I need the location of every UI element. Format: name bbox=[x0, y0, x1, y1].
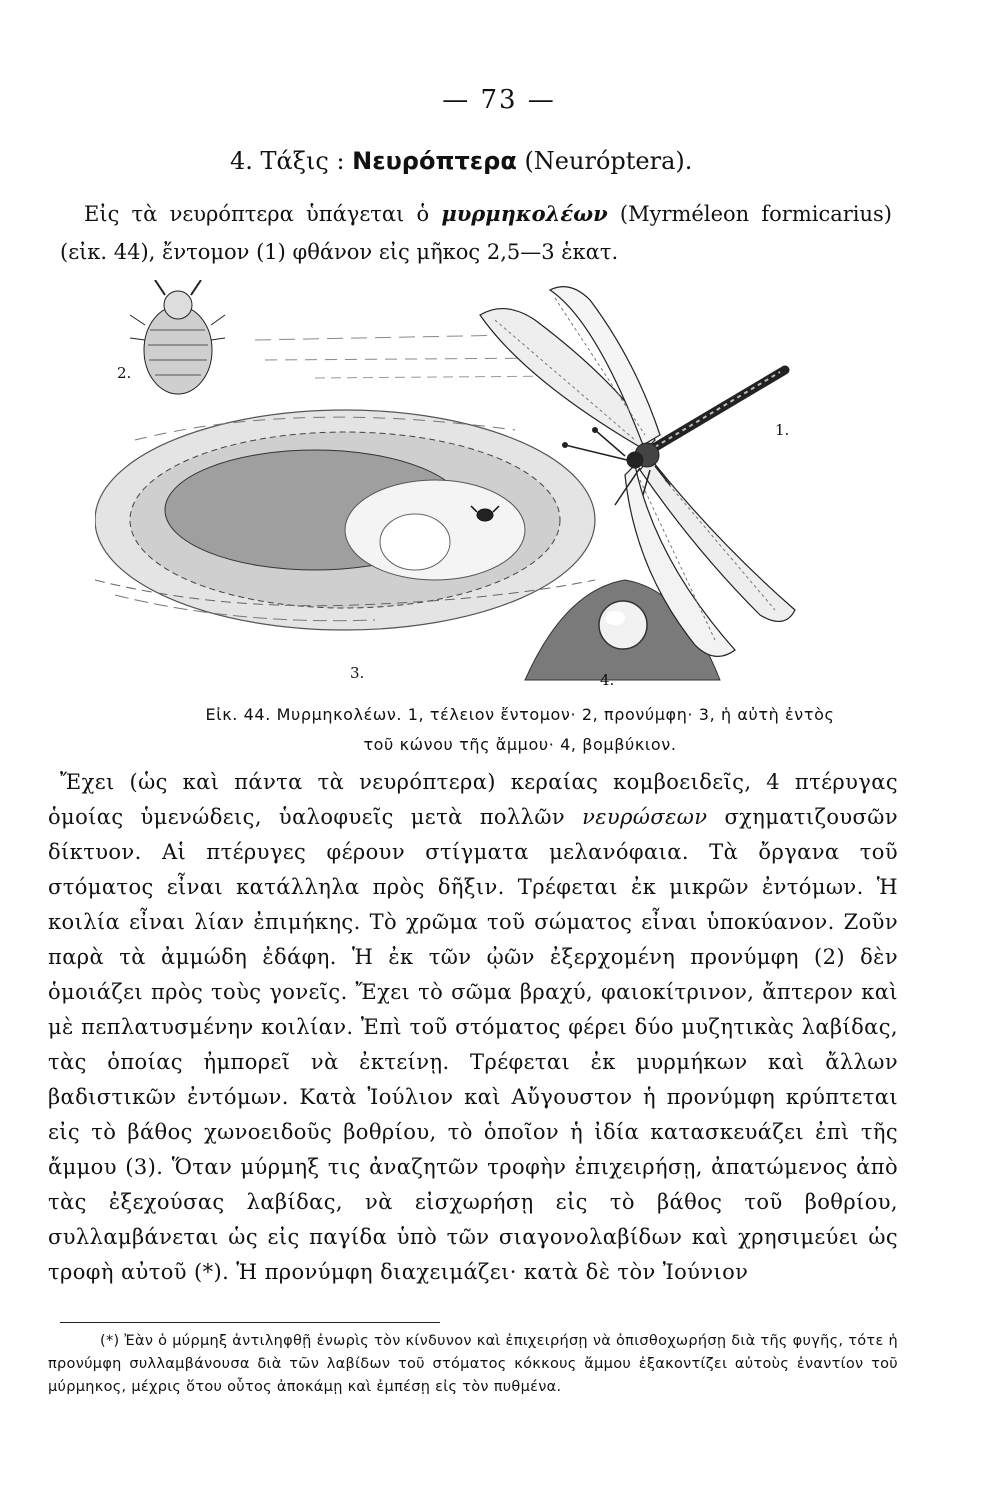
intro-part2: (Myrméleon formicarius) (εἰκ. 44), ἔντομον (1) φθάνον εἰς μῆκος 2,5—3 ἑκατ. bbox=[60, 202, 892, 264]
figure-label-3: 3. bbox=[350, 664, 365, 682]
section-heading bbox=[230, 147, 692, 175]
caption-line-1: Εἰκ. 44. Μυρμηκολέων. 1, τέλειον ἔντομον· 2, προνύμφη· 3, ἡ αὐτὴ ἐντὸς bbox=[205, 705, 835, 724]
intro-text bbox=[60, 195, 892, 271]
footnote-divider bbox=[60, 1322, 440, 1323]
heading-prefix: 4. Τάξις : bbox=[230, 147, 353, 175]
heading-greek-name: Νευρόπτερα bbox=[352, 147, 517, 175]
intro-part1: Εἰς τὰ νευρόπτερα ὑπάγεται ὁ bbox=[84, 202, 442, 226]
body-sentence-1: Ἔχει (ὡς καὶ πάντα τὰ νευρόπτερα) κεραίας κομβοειδεῖς, 4 πτέρυγας ὁμοίας ὑμενώδεις, ὑαλοφυεῖς μετὰ πολλῶν bbox=[48, 770, 898, 829]
figure-label-4: 4. bbox=[600, 671, 615, 689]
body-italic-term: νευρώσεων bbox=[582, 805, 708, 829]
figure-label-1: 1. bbox=[775, 421, 790, 439]
caption-line-2: τοῦ κώνου τῆς ἄμμου· 4, βομβύκιον. bbox=[363, 735, 677, 754]
intro-paragraph bbox=[60, 195, 892, 271]
footnote bbox=[48, 1330, 898, 1399]
antlion-figure bbox=[95, 280, 815, 690]
antlion-illustration bbox=[95, 280, 815, 690]
body-sentence-2: σχηματιζουσῶν δίκτυον. Αἱ πτέρυγες φέρουν στίγματα μελανόφαια. Τὰ ὄργανα τοῦ στόματος εἶναι κατάλληλα πρὸς δῆξιν. Τρέφεται ἐκ μικρῶν ἐντόμων. Ἡ κοιλία εἶναι λίαν ἐπιμήκης. Τὸ χρῶμα τοῦ σώματος εἶναι ὑποκύανον. Ζοῦν παρὰ τὰ ἀμμώδη ἐδάφη. Ἡ ἐκ τῶν ᾠῶν ἐξερχομένη προνύμφη (2) δὲν ὁμοιάζει πρὸς τοὺς γονεῖς. Ἔχει τὸ σῶμα βραχύ, φαιοκίτρινον, ἄπτερον καὶ μὲ πεπλατυσμένην κοιλίαν. Ἐπὶ τοῦ στόματος φέρει δύο μυζητικὰς λαβίδας, τὰς ὁποίας ἠμπορεῖ νὰ ἐκτείνῃ. Τρέφεται ἐκ μυρμήκων καὶ ἄλλων βαδιστικῶν ἐντόμων. Κατὰ Ἰούλιον καὶ Αὔγουστον ἡ προνύμφη κρύπτεται εἰς τὸ βάθος χωνοειδοῦς βοθρίου, τὸ ὁποῖον ἡ ἰδία κατασκευάζει ἐπὶ τῆς ἄμμου (3). Ὅταν μύρμηξ τις ἀναζητῶν τροφὴν ἐπιχειρήσῃ, ἀπατώμενος ἀπὸ τὰς ἐξεχούσας λαβίδας, νὰ εἰσχωρήσῃ εἰς τὸ βάθος τοῦ βοθρίου, συλλαμβάνεται ὡς εἰς παγίδα ὑπὸ τῶν σιαγονολαβίδων καὶ χρησιμεύει ὡς τροφὴ αὐτοῦ (*). Ἡ προνύμφη διαχειμάζει· κατὰ δὲ τὸν Ἰούνιον bbox=[48, 805, 898, 1284]
footnote-text: (*) Ἐὰν ὁ μύρμηξ ἀντιληφθῇ ἐνωρὶς τὸν κίνδυνον καὶ ἐπιχειρήσῃ νὰ ὀπισθοχωρήσῃ διὰ τῆς φυγῆς, τότε ἡ προνύμφη συλλαμβάνουσα διὰ τῶν λαβίδων τοῦ στόματος κόκκους ἄμμου ἐξακοντίζει αὐτοὺς ἐναντίον τοῦ μύρμηκος, μέχρις ὅτου οὗτος ἀποκάμῃ καὶ ἐμπέσῃ εἰς τὸν πυθμένα. bbox=[48, 1333, 898, 1395]
body-text bbox=[48, 765, 898, 1290]
page-number: — 73 — bbox=[442, 85, 556, 115]
species-name: μυρμηκολέων bbox=[441, 201, 608, 226]
heading-latin-name: (Neuróptera). bbox=[516, 147, 693, 175]
figure-caption bbox=[140, 700, 900, 760]
body-paragraph bbox=[48, 765, 898, 1290]
figure-label-2: 2. bbox=[117, 364, 132, 382]
larva-drawing bbox=[117, 280, 225, 394]
